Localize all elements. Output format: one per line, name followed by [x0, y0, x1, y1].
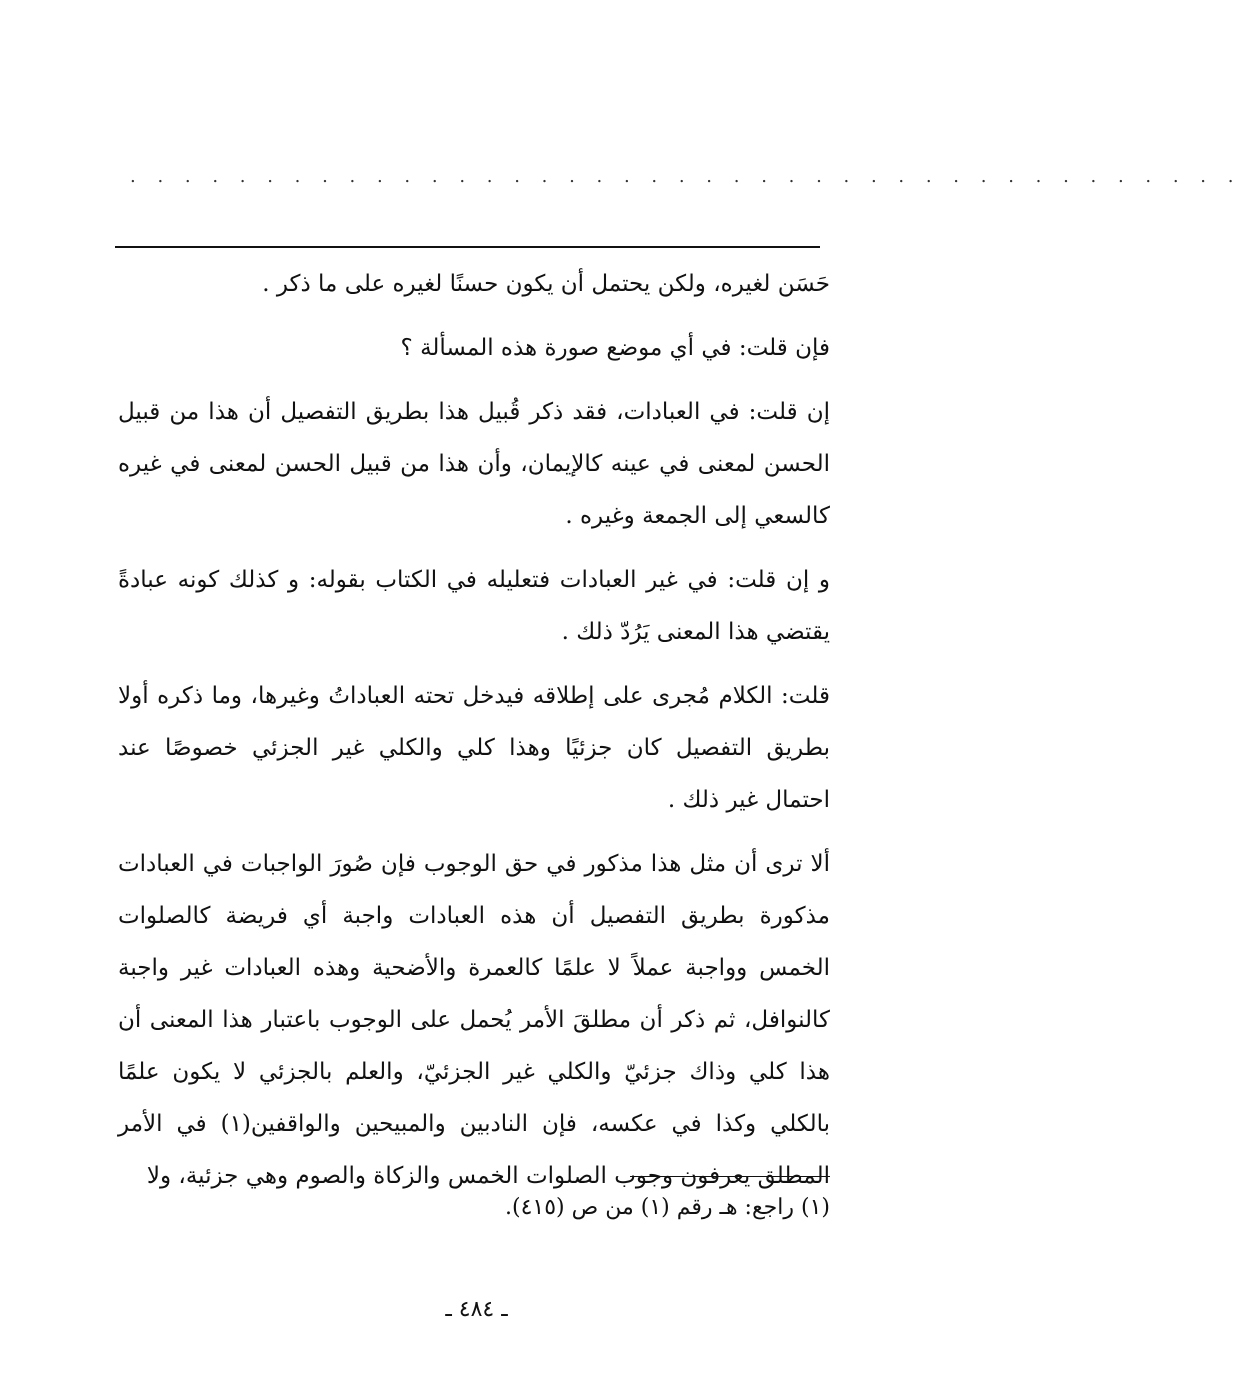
paragraph-2: فإن قلت: في أي موضع صورة هذه المسألة ؟: [400, 335, 830, 361]
paragraph-3: إن قلت: في العبادات، فقد ذكر قُبيل هذا بطريق التفصيل أن هذا من قبيل الحسن لمعنى في عينه كالإيمان، وأن هذا من قبيل الحسن لمعنى في غيره كالسعي إلى الجمعة وغيره .: [118, 399, 830, 529]
header-dotted-line: . . . . . . . . . . . . . . . . . . . . . . . . . . . . . . . . . . . . . . . . .: [130, 166, 1241, 187]
paragraph-5: قلت: الكلام مُجرى على إطلاقه فيدخل تحته العباداتُ وغيرها، وما ذكره أولا بطريق التفصيل كان جزئيًا وهذا كلي والكلي غير الجزئي خصوصًا عند احتمال غير ذلك .: [118, 683, 830, 813]
header-rule: [115, 246, 820, 248]
paragraph-4: و إن قلت: في غير العبادات فتعليله في الكتاب بقوله: و كذلك كونه عبادةً يقتضي هذا المعنى يَرُدّ ذلك .: [118, 567, 831, 645]
page-number: ـ ٤٨٤ ـ: [445, 1297, 508, 1322]
paragraph-1: حَسَن لغيره، ولكن يحتمل أن يكون حسنًا لغيره على ما ذكر .: [262, 271, 830, 297]
footnote: (١) راجع: هـ رقم (١) من ص (٤١٥).: [505, 1195, 830, 1220]
footnote-rule: [630, 1176, 830, 1177]
main-text: [118, 258, 830, 1202]
paragraph-6: ألا ترى أن مثل هذا مذكور في حق الوجوب فإن صُورَ الواجبات في العبادات مذكورة بطريق التفصيل أن هذه العبادات واجبة أي فريضة كالصلوات الخمس وواجبة عملاً لا علمًا كالعمرة والأضحية وهذه العبادات غير واجبة كالنوافل، ثم ذكر أن مطلقَ الأمر يُحمل على الوجوب باعتبار هذا المعنى أن هذا كلي وذاك جزئيّ والكلي غير الجزئيّ، والعلم بالجزئي لا يكون علمًا بالكلي وكذا في عكسه، فإن النادبين والمبيحين والواقفين(١) في الأمر المطلق يعرفون وجوب الصلوات الخمس والزكاة والصوم وهي جزئية، ولا: [118, 851, 830, 1189]
